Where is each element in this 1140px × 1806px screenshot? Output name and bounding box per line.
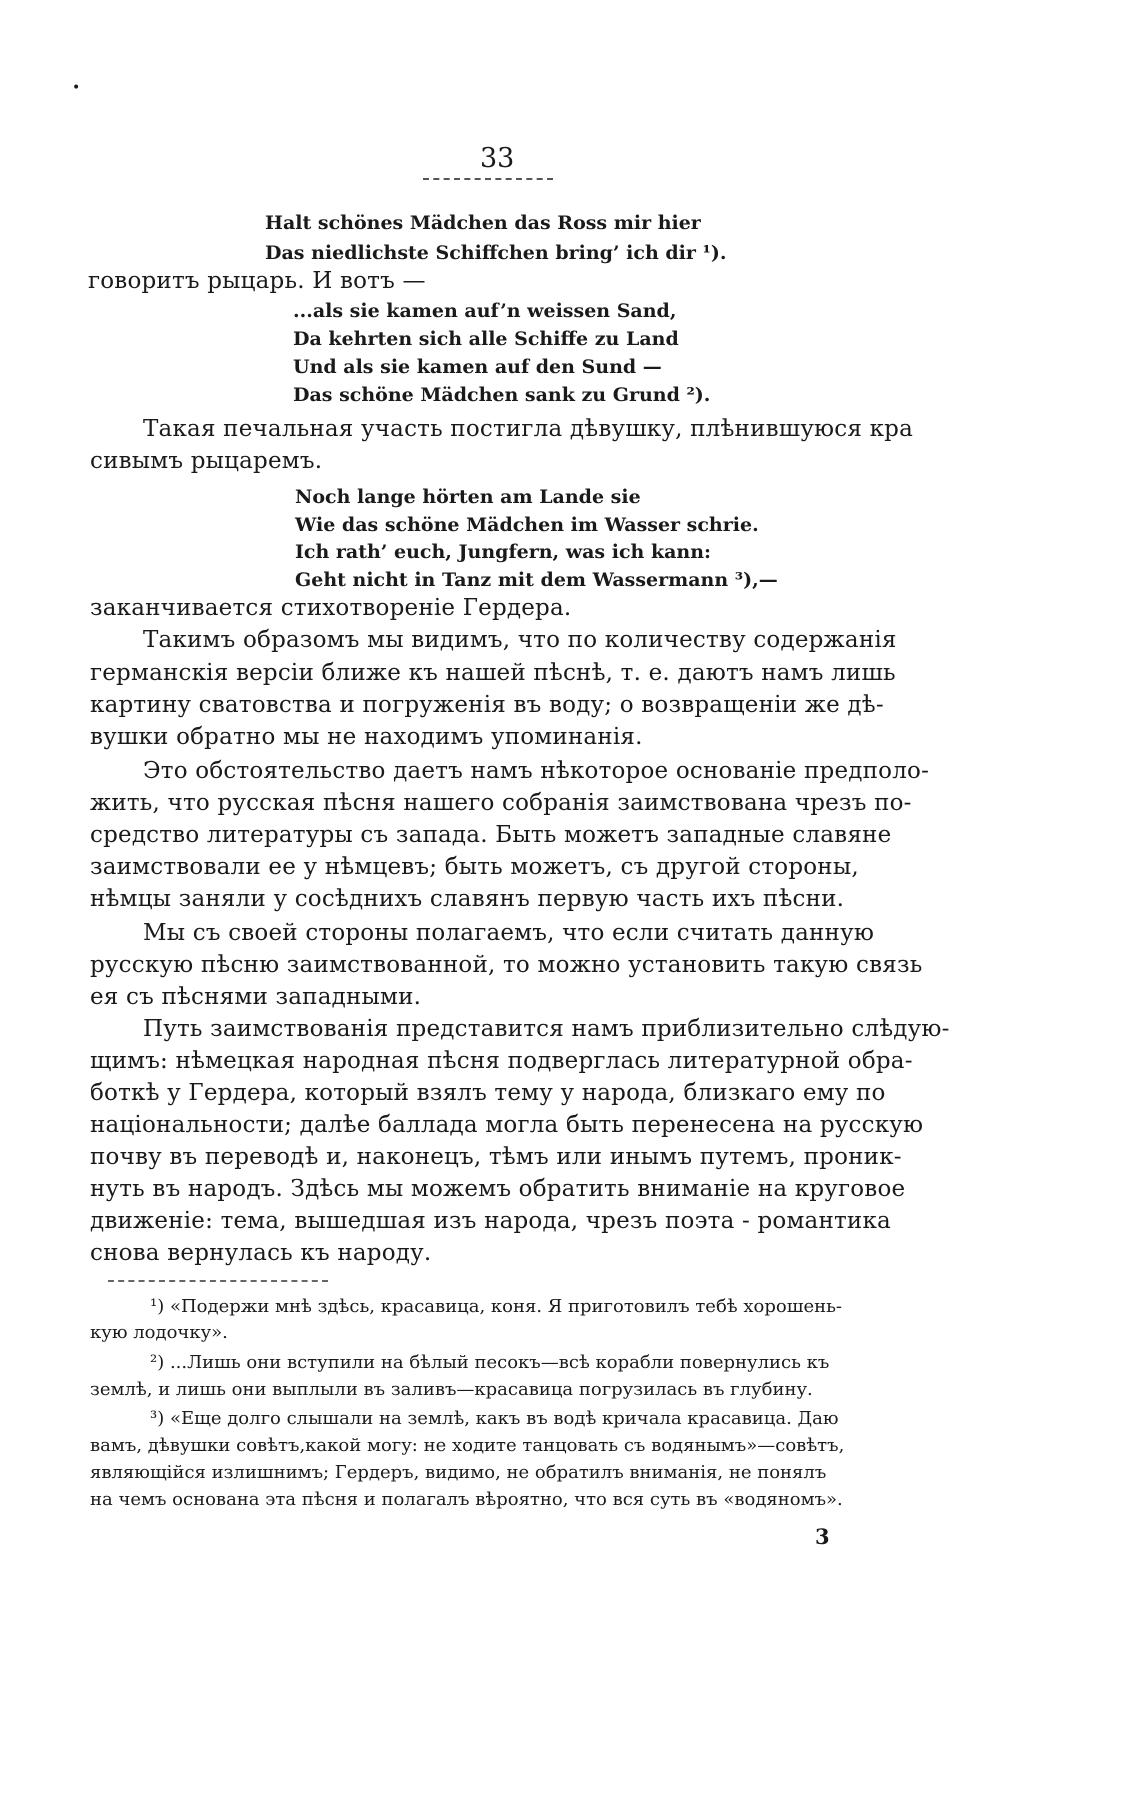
prose-line: движеніе: тема, вышедшая изъ народа, чрезъ поэта - романтика — [90, 1208, 891, 1234]
prose-line: картину сватовства и погруженія въ воду; о возвращеніи же дѣ- — [90, 692, 884, 718]
prose-line: Путь заимствованія представится намъ приблизительно слѣдую- — [143, 1016, 950, 1042]
prose-line: русскую пѣсню заимствованной, то можно установить такую связь — [90, 952, 923, 978]
prose-line: Это обстоятельство даетъ намъ нѣкоторое основаніе предполо- — [143, 758, 930, 784]
footnote-line: на чемъ основана эта пѣсня и полагалъ вѣроятно, что вся суть въ «водяномъ». — [90, 1489, 843, 1510]
verse-line: Wie das schöne Mädchen im Wasser schrie. — [295, 514, 759, 536]
footnote-line: землѣ, и лишь они выплыли въ заливъ—красавица погрузилась въ глубину. — [90, 1379, 813, 1400]
footnote-line: ³) «Еще долго слышали на землѣ, какъ въ водѣ кричала красавица. Даю — [150, 1408, 839, 1429]
prose-line: Такая печальная участь постигла дѣвушку, плѣнившуюся кра — [143, 416, 913, 442]
header-rule — [423, 178, 553, 180]
prose-line: нуть въ народъ. Здѣсь мы можемъ обратить вниманіе на круговое — [90, 1176, 906, 1202]
prose-line: щимъ: нѣмецкая народная пѣсня подверглась литературной обра- — [90, 1048, 913, 1074]
prose-line: почву въ переводѣ и, наконецъ, тѣмъ или инымъ путемъ, проник- — [90, 1144, 902, 1170]
prose-line: Мы съ своей стороны полагаемъ, что если считать данную — [143, 920, 875, 946]
footnote-line: ¹) «Подержи мнѣ здѣсь, красавица, коня. Я приготовилъ тебѣ хорошень- — [150, 1296, 842, 1317]
verse-line: Und als sie kamen auf den Sund — — [293, 356, 662, 378]
prose-line: Такимъ образомъ мы видимъ, что по количеству содержанія — [143, 627, 897, 653]
prose-line: сивымъ рыцаремъ. — [90, 448, 323, 474]
prose-line: германскія версіи ближе къ нашей пѣснѣ, т. е. даютъ намъ лишь — [90, 660, 896, 686]
verse-line: Da kehrten sich alle Schiffe zu Land — [293, 328, 679, 350]
scan-speck: • — [72, 80, 81, 96]
verse-line: Das niedlichste Schiffchen bring’ ich dir ¹). — [265, 242, 727, 264]
prose-line: говоритъ рыцарь. И вотъ — — [88, 268, 426, 294]
footnote-line: кую лодочку». — [90, 1322, 228, 1343]
verse-line: Noch lange hörten am Lande sie — [295, 486, 641, 508]
verse-line: Halt schönes Mädchen das Ross mir hier — [265, 212, 701, 234]
verse-line: ...als sie kamen auf’n weissen Sand, — [293, 300, 677, 322]
footnote-line: вамъ, дѣвушки совѣтъ,какой могу: не ходите танцовать съ водянымъ»—совѣтъ, — [90, 1435, 845, 1456]
signature-mark: 3 — [815, 1524, 830, 1549]
page-number: 33 — [480, 143, 515, 174]
prose-line: боткѣ у Гердера, который взялъ тему у народа, близкаго ему по — [90, 1080, 886, 1106]
verse-line: Geht nicht in Tanz mit dem Wassermann ³),— — [295, 569, 778, 591]
verse-line: Das schöne Mädchen sank zu Grund ²). — [293, 384, 711, 406]
footnote-line: являющійся излишнимъ; Гердеръ, видимо, не обратилъ вниманія, не понялъ — [90, 1462, 827, 1483]
prose-line: вушки обратно мы не находимъ упоминанія. — [90, 724, 643, 750]
prose-line: средство литературы съ запада. Быть можетъ западные славяне — [90, 822, 892, 848]
prose-line: снова вернулась къ народу. — [90, 1240, 432, 1266]
prose-line: заканчивается стихотвореніе Гердера. — [90, 595, 572, 621]
prose-line: ея съ пѣснями западными. — [90, 984, 422, 1010]
verse-line: Ich rath’ euch, Jungfern, was ich kann: — [295, 541, 712, 563]
prose-line: національности; далѣе баллада могла быть перенесена на русскую — [90, 1112, 924, 1138]
prose-line: нѣмцы заняли у сосѣднихъ славянъ первую часть ихъ пѣсни. — [90, 886, 845, 912]
footnote-rule — [108, 1280, 328, 1282]
prose-line: заимствовали ее у нѣмцевъ; быть можетъ, съ другой стороны, — [90, 854, 859, 880]
prose-line: жить, что русская пѣсня нашего собранія заимствована чрезъ по- — [90, 790, 912, 816]
footnote-line: ²) ...Лишь они вступили на бѣлый песокъ—всѣ корабли повернулись къ — [150, 1352, 830, 1373]
